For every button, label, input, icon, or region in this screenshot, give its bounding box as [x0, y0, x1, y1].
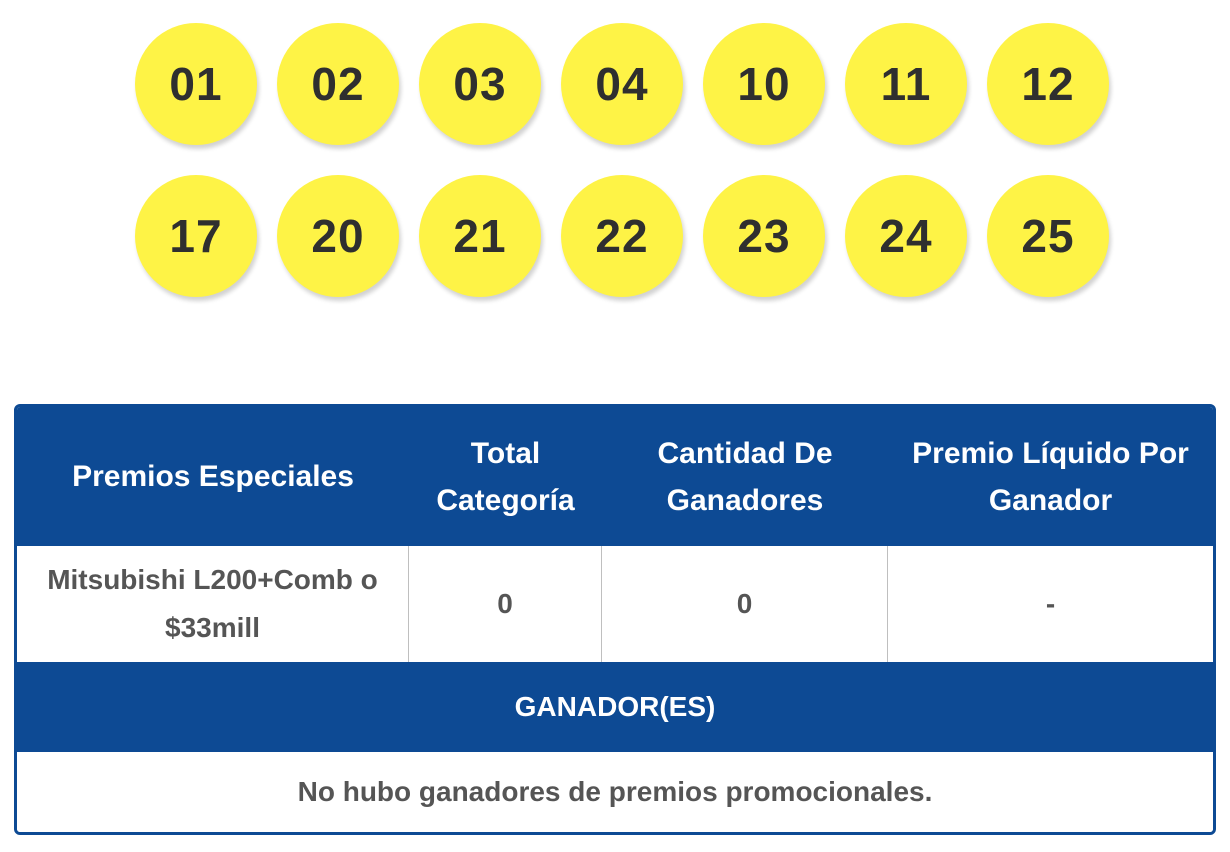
cell-net-prize: - — [1045, 588, 1056, 619]
number-ball: 25 — [987, 175, 1109, 297]
winners-section-header — [17, 662, 1213, 752]
number-ball: 11 — [845, 23, 967, 145]
number-ball: 20 — [277, 175, 399, 297]
number-ball: 24 — [845, 175, 967, 297]
number-ball: 22 — [561, 175, 683, 297]
no-winners-message: No hubo ganadores de premios promocionales. — [297, 776, 933, 807]
cell-winner-count: 0 — [602, 546, 888, 662]
number-ball: 10 — [703, 23, 825, 145]
number-ball: 12 — [987, 23, 1109, 145]
number-ball: 04 — [561, 23, 683, 145]
number-ball: 17 — [135, 175, 257, 297]
cell-prize-name: Mitsubishi L200+Comb o $33mill — [17, 546, 409, 662]
special-prizes-table — [14, 404, 1216, 835]
header-winner-count: Cantidad De Ganadores — [657, 436, 833, 517]
number-ball: 01 — [135, 23, 257, 145]
winners-section-body — [17, 752, 1213, 832]
number-ball: 23 — [703, 175, 825, 297]
header-special-prizes: Premios Especiales — [72, 460, 354, 493]
number-ball: 02 — [277, 23, 399, 145]
winners-title: GANADOR(ES) — [514, 691, 716, 722]
drawn-numbers — [135, 23, 1115, 327]
numbers-row-1 — [135, 23, 1115, 145]
header-net-prize-per-winner: Premio Líquido Por Ganador — [912, 436, 1189, 517]
number-ball: 03 — [419, 23, 541, 145]
table-row — [17, 546, 1213, 662]
numbers-row-2 — [135, 175, 1115, 297]
table-header-row — [17, 407, 1213, 546]
cell-total-category: 0 — [409, 546, 602, 662]
header-total-category: Total Categoría — [436, 436, 575, 517]
number-ball: 21 — [419, 175, 541, 297]
